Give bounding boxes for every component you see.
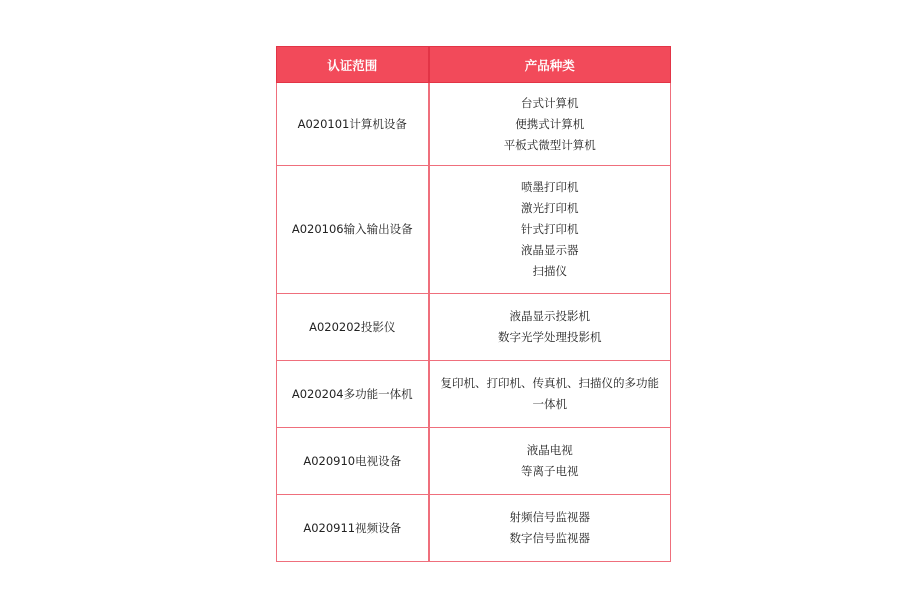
product-item: 针式打印机 — [521, 222, 579, 236]
scope-cell: A020101计算机设备 — [277, 83, 429, 166]
product-item: 喷墨打印机 — [521, 180, 579, 194]
product-item: 液晶显示投影机 — [509, 309, 590, 323]
product-item: 等离子电视 — [521, 464, 579, 478]
product-item: 数字信号监视器 — [509, 531, 590, 545]
product-item: 液晶显示器 — [521, 243, 579, 257]
product-item: 数字光学处理投影机 — [498, 330, 602, 344]
products-cell — [429, 166, 671, 294]
scope-cell: A020911视频设备 — [277, 495, 429, 562]
header-products: 产品种类 — [429, 47, 671, 83]
product-item: 复印机、打印机、传真机、扫描仪的多功能一体机 — [440, 376, 659, 411]
product-item: 台式计算机 — [521, 95, 579, 110]
table-row — [277, 428, 671, 495]
certification-table — [276, 46, 671, 562]
products-cell — [429, 428, 671, 495]
product-item: 液晶电视 — [526, 443, 573, 457]
product-item: 扫描仪 — [532, 264, 567, 278]
products-cell — [429, 361, 671, 428]
scope-cell: A020204多功能一体机 — [277, 361, 429, 428]
products-cell — [429, 495, 671, 562]
scope-cell: A020202投影仪 — [277, 294, 429, 361]
product-item: 射频信号监视器 — [509, 510, 590, 524]
products-cell — [429, 83, 671, 166]
table-row — [277, 294, 671, 361]
scope-cell: A020910电视设备 — [277, 428, 429, 495]
products-cell — [429, 294, 671, 361]
table-row — [277, 495, 671, 562]
table-row — [277, 83, 671, 166]
table-header-row — [277, 47, 671, 83]
product-item: 平板式微型计算机 — [503, 137, 596, 152]
product-item: 激光打印机 — [521, 201, 579, 215]
table-row — [277, 166, 671, 294]
header-scope: 认证范围 — [277, 47, 429, 83]
table-row — [277, 361, 671, 428]
scope-cell: A020106输入输出设备 — [277, 166, 429, 294]
product-item: 便携式计算机 — [515, 116, 585, 131]
